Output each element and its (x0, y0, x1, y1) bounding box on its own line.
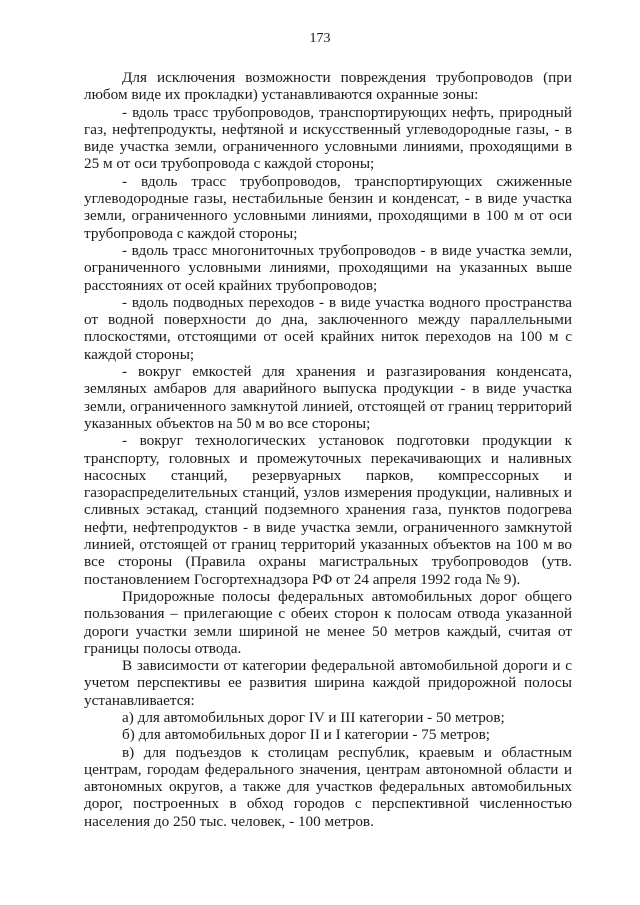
paragraph: В зависимости от категории федеральной автомобильной дороги и с учетом перспективы ее развития ширина каждой придорожной полосы устанавливается: (84, 657, 572, 709)
paragraph: б) для автомобильных дорог II и I категории - 75 метров; (122, 726, 491, 744)
body-text (84, 69, 572, 830)
paragraph: а) для автомобильных дорог IV и III категории - 50 метров; (122, 708, 505, 726)
paragraph: - вокруг емкостей для хранения и разгазирования конденсата, земляных амбаров для аварийного выпуска продукции - в виде участка земли, ограниченного замкнутой линией, отстоящей от границ территорий указанных объектов на 50 м во все стороны; (84, 363, 572, 432)
paragraph: Для исключения возможности повреждения трубопроводов (при любом виде их прокладки) устанавливаются охранные зоны: (84, 69, 572, 104)
paragraph: - вдоль трасс трубопроводов, транспортирующих сжиженные углеводородные газы, нестабильные бензин и конденсат, - в виде участка земли, ограниченного условными линиями, проходящими в 100 м от оси трубопровода с каждой стороны; (84, 172, 572, 242)
paragraph: Придорожные полосы федеральных автомобильных дорог общего пользования – прилегающие с обеих сторон к полосам отвода указанной дороги участки земли шириной не менее 50 метров каждый, считая от границы полосы отвода. (84, 587, 572, 657)
paragraph: - вокруг технологических установок подготовки продукции к транспорту, головных и промежуточных перекачивающих и наливных насосных станций, резервуарных парков, компрессорных и газораспределительных станций, узлов измерения продукции, наливных и сливных эстакад, станций подземного хранения газа, пунктов подогрева нефти, нефтепродуктов - в виде участка земли, ограниченного замкнутой линией, отстоящей от границ территорий указанных объектов на 100 м во все стороны (Правила охраны магистральных трубопроводов (утв. постановлением Госгортехнадзора РФ от 24 апреля 1992 года № 9). (84, 432, 572, 588)
paragraph: - вдоль трасс трубопроводов, транспортирующих нефть, природный газ, нефтепродукты, нефтяной и искусственный углеводородные газы, - в виде участка земли, ограниченного условными линиями, проходящими в 25 м от оси трубопровода с каждой стороны; (84, 103, 572, 173)
paragraph: - вдоль подводных переходов - в виде участка водного пространства от водной поверхности до дна, заключенного между параллельными плоскостями, отстоящими от осей крайних ниток переходов на 100 м с каждой стороны; (84, 293, 572, 363)
paragraph: в) для подъездов к столицам республик, краевым и областным центрам, городам федерального значения, центрам автономной области и автономных округов, а также для участков федеральных автомобильных дорог, построенных в обход городов с перспективной численностью населения до 250 тыс. человек, - 100 метров. (84, 743, 572, 830)
page-number: 173 (309, 31, 331, 46)
paragraph: - вдоль трасс многониточных трубопроводов - в виде участка земли, ограниченного условными линиями, проходящими на указанных выше расстояниях от осей крайних трубопроводов; (84, 241, 572, 294)
